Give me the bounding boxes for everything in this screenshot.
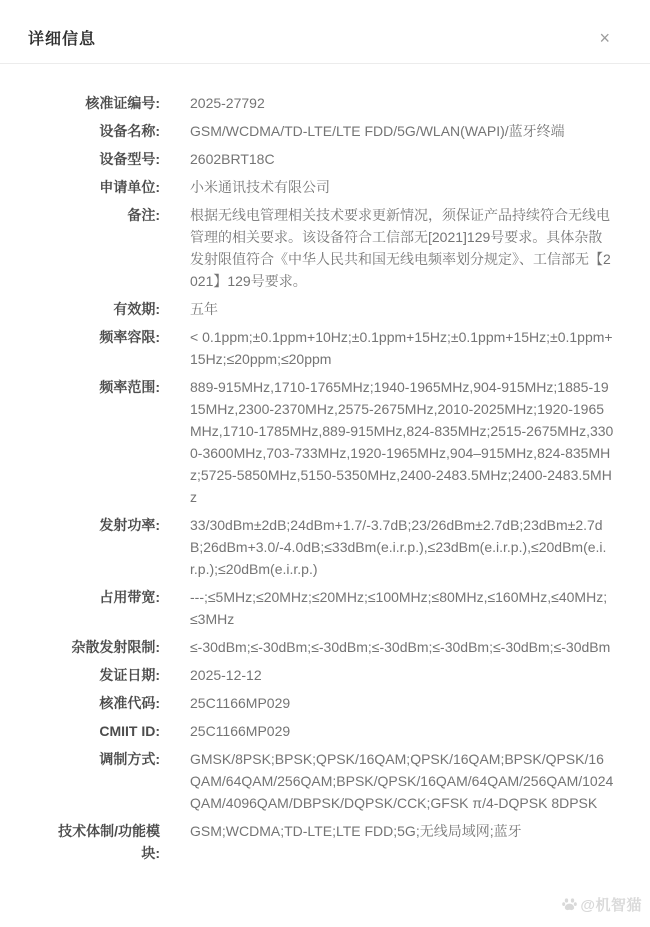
field-row [48, 376, 622, 508]
field-value: < 0.1ppm;±0.1ppm+10Hz;±0.1ppm+15Hz;±0.1ppm+15Hz;±0.1ppm+15Hz;≤20ppm;≤20ppm [190, 329, 613, 367]
field-value: 根据无线电管理相关技术要求更新情况，须保证产品持续符合无线电管理的相关要求。该设备符合工信部无[2021]129号要求。具体杂散发射限值符合《中华人民共和国无线电频率划分规定》、工信部无【2021】129号要求。 [190, 207, 611, 289]
field-label: CMIIT ID: [99, 723, 160, 739]
watermark-text: @机智猫 [580, 897, 642, 914]
close-icon[interactable]: × [599, 27, 610, 48]
field-row [48, 720, 622, 742]
field-value: ---;≤5MHz;≤20MHz;≤20MHz;≤100MHz;≤80MHz,≤160MHz,≤40MHz;≤3MHz [190, 589, 608, 627]
field-label: 有效期: [113, 301, 160, 317]
field-row [48, 120, 622, 142]
dialog-header [0, 0, 650, 64]
field-row [48, 326, 622, 370]
dialog-title: 详细信息 [28, 31, 97, 48]
field-label: 核准代码: [99, 695, 160, 711]
field-label: 发射功率: [99, 517, 160, 533]
watermark [562, 894, 642, 915]
field-row [48, 636, 622, 658]
field-row [48, 748, 622, 814]
field-value: 25C1166MP029 [190, 695, 291, 711]
field-value: 2025-12-12 [190, 667, 262, 683]
field-value: 2602BRT18C [190, 151, 275, 167]
field-row [48, 586, 622, 630]
field-label: 频率容限: [99, 329, 160, 345]
field-label: 频率范围: [99, 379, 160, 395]
field-label: 调制方式: [99, 751, 160, 767]
field-row [48, 298, 622, 320]
field-value: 五年 [190, 301, 218, 317]
field-label: 技术体制/功能模块: [58, 823, 160, 861]
field-label: 备注: [127, 207, 160, 223]
field-row [48, 664, 622, 686]
field-label: 设备型号: [99, 151, 160, 167]
field-row [48, 204, 622, 292]
field-row [48, 176, 622, 198]
field-row [48, 514, 622, 580]
field-row [48, 148, 622, 170]
field-label: 占用带宽: [99, 589, 160, 605]
field-label: 设备名称: [99, 123, 160, 139]
field-row [48, 692, 622, 714]
field-row [48, 820, 622, 864]
field-value: 25C1166MP029 [190, 723, 291, 739]
field-value: GMSK/8PSK;BPSK;QPSK/16QAM;QPSK/16QAM;BPSK/QPSK/16QAM/64QAM/256QAM;BPSK/QPSK/16QAM/64QAM/256QAM/1024QAM/4096QAM/DBPSK/DQPSK/CCK;GFSK π/4-DQPSK 8DPSK [190, 751, 614, 811]
field-value: 889-915MHz,1710-1765MHz;1940-1965MHz,904-915MHz;1885-1915MHz,2300-2370MHz,2575-2675MHz,2010-2025MHz;1920-1965MHz,1710-1785MHz,889-915MHz,824-835MHz;2515-2675MHz,3300-3600MHz,703-733MHz,1920-1965MHz,904–915MHz,824-835MHz;5725-5850MHz,5150-5350MHz,2400-2483.5MHz;2400-2483.5MHz [190, 379, 614, 505]
field-value: GSM/WCDMA/TD-LTE/LTE FDD/5G/WLAN(WAPI)/蓝牙终端 [190, 123, 565, 139]
field-label: 杂散发射限制: [71, 639, 160, 655]
field-value: 小米通讯技术有限公司 [190, 179, 330, 195]
field-label: 申请单位: [99, 179, 160, 195]
field-label: 核准证编号: [85, 95, 160, 111]
field-value: GSM;WCDMA;TD-LTE;LTE FDD;5G;无线局域网;蓝牙 [190, 823, 522, 839]
field-label: 发证日期: [99, 667, 160, 683]
field-value: ≤-30dBm;≤-30dBm;≤-30dBm;≤-30dBm;≤-30dBm;≤-30dBm;≤-30dBm [190, 639, 611, 655]
paw-icon [562, 897, 577, 912]
field-value: 2025-27792 [190, 95, 265, 111]
detail-fields [0, 64, 650, 864]
field-row [48, 92, 622, 114]
field-value: 33/30dBm±2dB;24dBm+1.7/-3.7dB;23/26dBm±2.7dB;23dBm±2.7dB;26dBm+3.0/-4.0dB;≤33dBm(e.i.r.p.),≤23dBm(e.i.r.p.),≤20dBm(e.i.r.p.);≤20dBm(e.i.r.p.) [190, 517, 607, 577]
